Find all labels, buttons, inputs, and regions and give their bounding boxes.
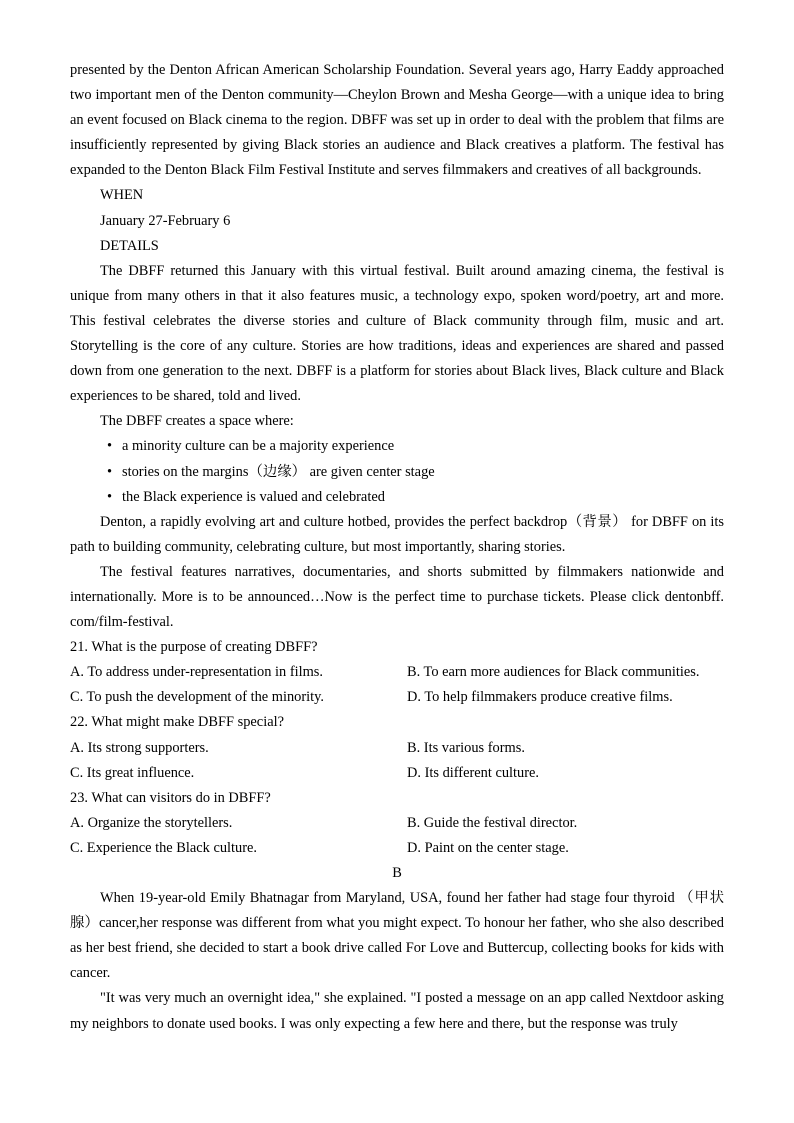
details-label: DETAILS [100, 237, 159, 254]
question-22-options-row-1 [70, 736, 724, 761]
space-bullet-list [70, 434, 724, 509]
passage-b-section-letter: B [392, 865, 402, 881]
when-label: WHEN [100, 187, 144, 204]
list-item-label: a minority culture can be a majority experience [122, 438, 395, 455]
question-23-options-row-2 [70, 836, 724, 861]
question-23-option-a[interactable]: A. Organize the storytellers. [70, 814, 233, 831]
passage-a-intro-paragraph: presented by the Denton African American Scholarship Foundation. Several years ago, Harry Eaddy approached two important men of the Denton community—Cheylon Brown and Mesha George—with a unique idea to bring an event focused on Black cinema to the region. DBFF was set up in order to deal with the problem that films are insufficiently represented by giving Black stories an audience and Black creatives a platform. The festival has expanded to the Denton Black Film Festival Institute and serves filmmakers and creatives of all backgrounds. [70, 62, 724, 179]
question-22-option-a[interactable]: A. Its strong supporters. [70, 739, 209, 756]
question-21-prompt: 21. What is the purpose of creating DBFF? [70, 639, 318, 656]
question-22-prompt: 22. What might make DBFF special? [70, 714, 284, 731]
list-item-label: stories on the margins（边缘） are given center stage [122, 463, 435, 480]
question-22-options-row-2 [70, 761, 724, 786]
question-23-option-d[interactable]: D. Paint on the center stage. [407, 839, 569, 856]
question-22-option-d[interactable]: D. Its different culture. [407, 764, 540, 781]
question-21-option-d[interactable]: D. To help filmmakers produce creative films. [407, 689, 673, 706]
festival-paragraph: The festival features narratives, documentaries, and shorts submitted by filmmakers nationwide and internationally. More is to be announced…Now is the perfect time to purchase tickets. Please click dentonbff. com/film-festival. [70, 563, 724, 631]
passage-b-paragraph-1: When 19-year-old Emily Bhatnagar from Maryland, USA, found her father had stage four thyroid （甲状腺）cancer,her response was different from what you might expect. To honour her father, who she also described as her best friend, she decided to start a book drive called For Love and Buttercup, collecting books for kids with cancer. [70, 890, 724, 982]
bullet-icon: • [107, 488, 113, 505]
passage-b-paragraph-2: "It was very much an overnight idea," she explained. "I posted a message on an app called Nextdoor asking my neighbors to donate used books. I was only expecting a few here and there, but the response was truly [70, 990, 724, 1032]
bullet-icon: • [107, 438, 113, 455]
question-23-option-c[interactable]: C. Experience the Black culture. [70, 839, 258, 856]
bullet-icon: • [107, 463, 113, 480]
list-item [70, 460, 724, 485]
list-item-label: the Black experience is valued and celebrated [122, 488, 385, 505]
question-23-option-b[interactable]: B. Guide the festival director. [407, 814, 578, 831]
question-21-options-row-1 [70, 660, 724, 685]
list-item [70, 434, 724, 459]
question-22-option-c[interactable]: C. Its great influence. [70, 764, 195, 781]
question-22-option-b[interactable]: B. Its various forms. [407, 739, 525, 756]
question-23-options-row-1 [70, 811, 724, 836]
list-item [70, 485, 724, 510]
question-21-option-b[interactable]: B. To earn more audiences for Black communities. [407, 664, 700, 681]
when-value: January 27-February 6 [100, 212, 231, 229]
space-intro-paragraph: The DBFF creates a space where: [100, 413, 294, 430]
question-21-option-c[interactable]: C. To push the development of the minority. [70, 689, 324, 706]
details-paragraph: The DBFF returned this January with this virtual festival. Built around amazing cinema, the festival is unique from many others in that it also features music, a technology expo, spoken word/poetry, art and more. This festival celebrates the diverse stories and culture of Black community through film, music and art. Storytelling is the core of any culture. Stories are how traditions, ideas and experiences are shared and passed down from one generation to the next. DBFF is a platform for stories about Black lives, Black culture and Black experiences to be shared, told and lived. [70, 262, 724, 405]
denton-paragraph: Denton, a rapidly evolving art and culture hotbed, provides the perfect backdrop（背景） for DBFF on its path to building community, celebrating culture, but most importantly, sharing stories. [70, 513, 724, 555]
document-content [70, 58, 724, 1037]
question-23-prompt: 23. What can visitors do in DBFF? [70, 789, 271, 806]
question-21-option-a[interactable]: A. To address under-representation in films. [70, 664, 324, 681]
question-21-options-row-2 [70, 685, 724, 710]
